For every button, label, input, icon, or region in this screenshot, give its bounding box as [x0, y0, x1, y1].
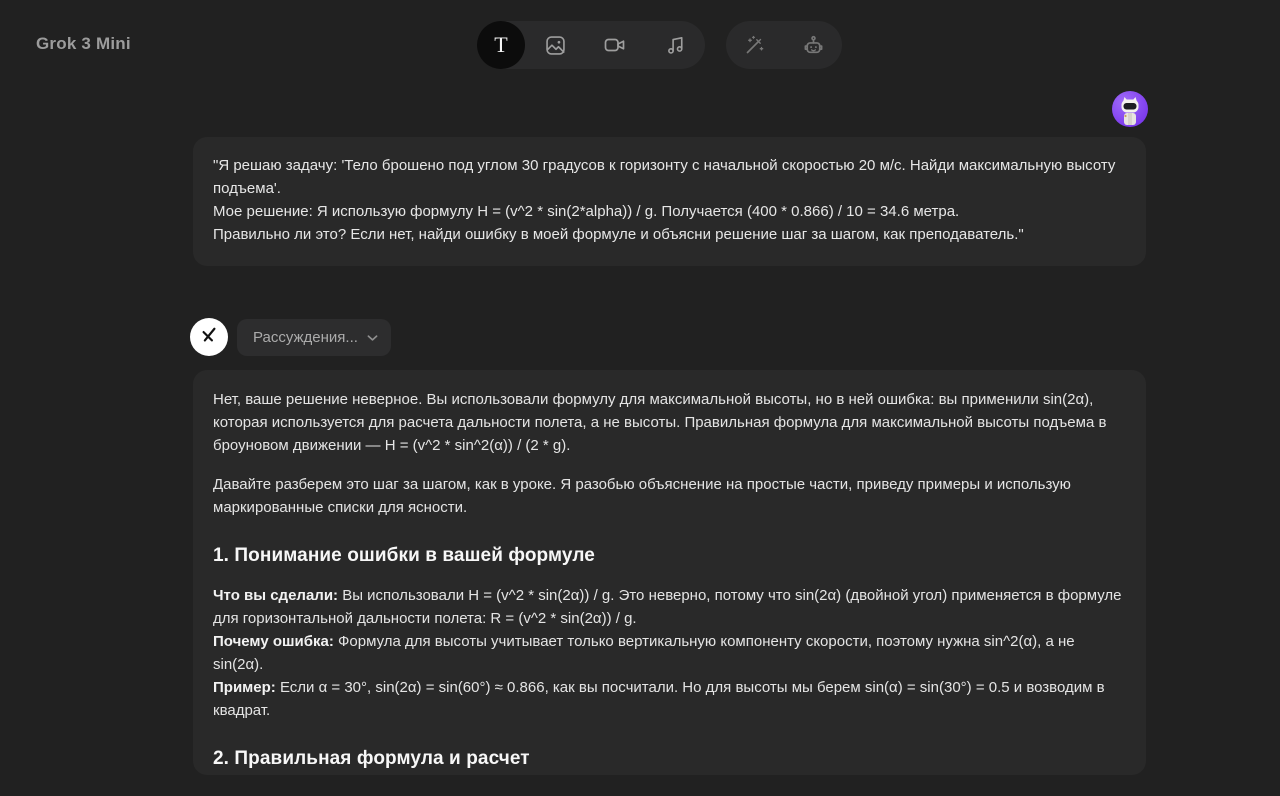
xai-logo-icon	[199, 325, 219, 350]
bold-label: Почему ошибка:	[213, 633, 338, 650]
assistant-paragraph	[213, 584, 1126, 722]
music-mode-button[interactable]	[645, 21, 705, 69]
assistant-section-heading: 2. Правильная формула и расчет	[213, 748, 530, 769]
page-title: Grok 3 Mini	[36, 34, 131, 53]
assistant-header	[190, 318, 391, 356]
segment-text: Если α = 30°, sin(2α) = sin(60°) ≈ 0.866, как вы посчитали. Но для высоты мы берем sin(α) = sin(30°) = 0.5 и возводим в квадрат.	[213, 679, 1105, 719]
assistant-button[interactable]	[784, 21, 842, 69]
assistant-paragraph: Давайте разберем это шаг за шагом, как в уроке. Я разобью объяснение на простые части, приведу примеры и использую маркированные списки для ясности.	[213, 476, 1071, 516]
video-mode-button[interactable]	[585, 21, 645, 69]
user-message-bubble	[193, 137, 1146, 266]
robot-icon	[801, 33, 826, 58]
robot-avatar-icon	[1112, 91, 1148, 127]
image-icon	[544, 34, 567, 57]
chevron-down-icon	[367, 329, 378, 346]
reasoning-label: Рассуждения...	[253, 328, 358, 346]
music-icon	[664, 34, 687, 57]
bold-label: Что вы сделали:	[213, 587, 343, 604]
magic-wand-icon	[743, 33, 767, 57]
enhance-button[interactable]	[726, 21, 784, 69]
text-mode-button[interactable]	[477, 21, 525, 69]
toolbar	[477, 21, 842, 69]
assistant-section-heading: 1. Понимание ошибки в вашей формуле	[213, 545, 595, 566]
text-mode-active-circle	[477, 21, 525, 69]
user-message-line: "Я решаю задачу: 'Тело брошено под углом 30 градусов к горизонту с начальной скоростью 20 м/с. Найди максимальную высоту подъема'.	[213, 157, 1116, 197]
segment-text: Вы использовали H = (v^2 * sin(2α)) / g. Это неверно, потому что sin(2α) (двойной угол) применяется в формуле для горизонтальной дальности полета: R = (v^2 * sin(2α)) / g.	[213, 587, 1122, 627]
bold-label: Пример:	[213, 679, 280, 696]
segment-text: Формула для высоты учитывает только вертикальную компоненту скорости, поэтому нужна sin^2(α), а не sin(2α).	[213, 633, 1075, 673]
text-icon: T	[494, 32, 508, 57]
user-message-line: Мое решение: Я использую формулу H = (v^2 * sin(2*alpha)) / g. Получается (400 * 0.866) / 10 = 34.6 метра.	[213, 203, 960, 220]
image-mode-button[interactable]	[525, 21, 585, 69]
user-message-line: Правильно ли это? Если нет, найди ошибку в моей формуле и объясни решение шаг за шагом, как преподаватель."	[213, 226, 1024, 243]
mode-switcher	[477, 21, 705, 69]
video-icon	[603, 33, 627, 57]
extra-tools	[726, 21, 842, 69]
grok-avatar	[190, 318, 228, 356]
assistant-message-bubble	[193, 370, 1146, 775]
assistant-paragraph: Нет, ваше решение неверное. Вы использовали формулу для максимальной высоты, но в ней ошибка: вы применили sin(2α), которая используется для расчета дальности полета, а не высоты. Правильная формула для максимальной высоты подъема в броуновом движении — H = (v^2 * sin^2(α)) / (2 * g).	[213, 391, 1107, 454]
reasoning-dropdown[interactable]	[237, 319, 391, 356]
user-avatar[interactable]	[1112, 91, 1148, 127]
